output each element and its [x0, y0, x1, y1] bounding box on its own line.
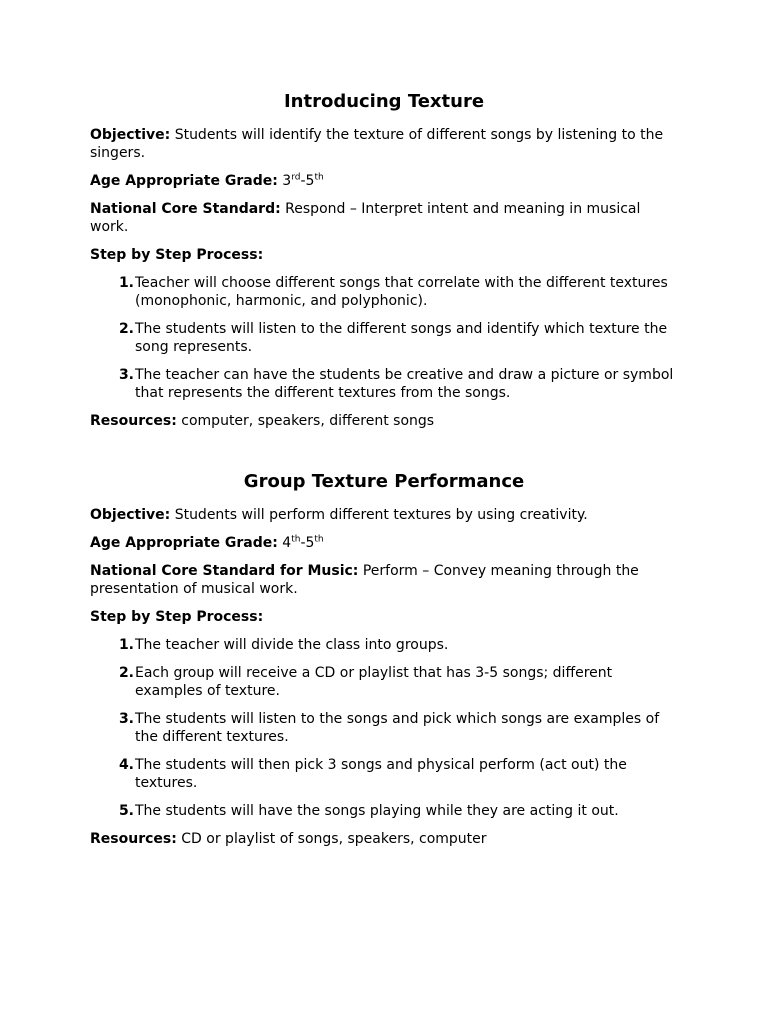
standard — [90, 200, 678, 236]
process-label: Step by Step Process: — [90, 609, 264, 625]
standard-text: Perform – Convey meaning through the presentation of musical work. — [90, 563, 639, 597]
grade — [90, 172, 678, 190]
step-number: 1. — [118, 637, 134, 653]
grade-to: -5 — [300, 535, 315, 551]
grade — [90, 534, 678, 552]
resources-text: computer, speakers, different songs — [181, 413, 435, 429]
grade-from: 4 — [282, 535, 292, 551]
standard-label: National Core Standard: — [90, 201, 281, 217]
step-number: 3. — [118, 367, 134, 383]
resources-text: CD or playlist of songs, speakers, computer — [181, 831, 487, 847]
lesson-title: Introducing Texture — [283, 91, 485, 112]
list-item — [90, 756, 678, 792]
step-text: The students will listen to the songs and pick which songs are examples of the different textures. — [135, 711, 660, 745]
step-number: 2. — [118, 321, 134, 337]
grade-from-suffix: th — [291, 534, 301, 545]
grade-label: Age Appropriate Grade: — [90, 535, 278, 551]
standard-label: National Core Standard for Music: — [90, 563, 359, 579]
lesson-title: Group Texture Performance — [243, 471, 525, 492]
step-text: Each group will receive a CD or playlist that has 3-5 songs; different examples of texture. — [135, 665, 613, 699]
step-text: The teacher will divide the class into groups. — [135, 637, 449, 653]
grade-from: 3 — [282, 173, 292, 189]
grade-to-suffix: th — [314, 172, 324, 183]
step-number: 1. — [118, 275, 134, 291]
objective-label: Objective: — [90, 507, 171, 523]
grade-from-suffix: rd — [291, 172, 301, 183]
step-list — [90, 636, 678, 820]
step-text: The teacher can have the students be creative and draw a picture or symbol that represents the different textures from the songs. — [135, 367, 674, 401]
grade-label: Age Appropriate Grade: — [90, 173, 278, 189]
step-number: 5. — [118, 803, 134, 819]
objective-text: Students will identify the texture of different songs by listening to the singers. — [90, 127, 664, 161]
grade-to: -5 — [300, 173, 315, 189]
objective — [90, 506, 678, 524]
objective-label: Objective: — [90, 127, 171, 143]
lesson-group-texture-performance — [90, 470, 678, 848]
step-text: Teacher will choose different songs that correlate with the different textures (monophonic, harmonic, and polyphonic). — [135, 275, 668, 309]
objective — [90, 126, 678, 162]
standard — [90, 562, 678, 598]
list-item — [90, 320, 678, 356]
step-number: 3. — [118, 711, 134, 727]
step-list — [90, 274, 678, 402]
step-text: The students will listen to the different songs and identify which texture the song represents. — [135, 321, 668, 355]
step-text: The students will have the songs playing while they are acting it out. — [135, 803, 619, 819]
objective-text: Students will perform different textures by using creativity. — [174, 507, 588, 523]
list-item — [90, 366, 678, 402]
list-item — [90, 802, 678, 820]
resources-label: Resources: — [90, 413, 177, 429]
list-item — [90, 710, 678, 746]
step-number: 2. — [118, 665, 134, 681]
list-item — [90, 274, 678, 310]
resources-label: Resources: — [90, 831, 177, 847]
resources — [90, 412, 678, 430]
step-text: The students will then pick 3 songs and physical perform (act out) the textures. — [135, 757, 627, 791]
list-item — [90, 664, 678, 700]
process-label: Step by Step Process: — [90, 247, 264, 263]
step-number: 4. — [118, 757, 134, 773]
list-item — [90, 636, 678, 654]
lesson-introducing-texture — [90, 90, 678, 430]
grade-to-suffix: th — [314, 534, 324, 545]
resources — [90, 830, 678, 848]
standard-text: Respond – Interpret intent and meaning in musical work. — [90, 201, 641, 235]
